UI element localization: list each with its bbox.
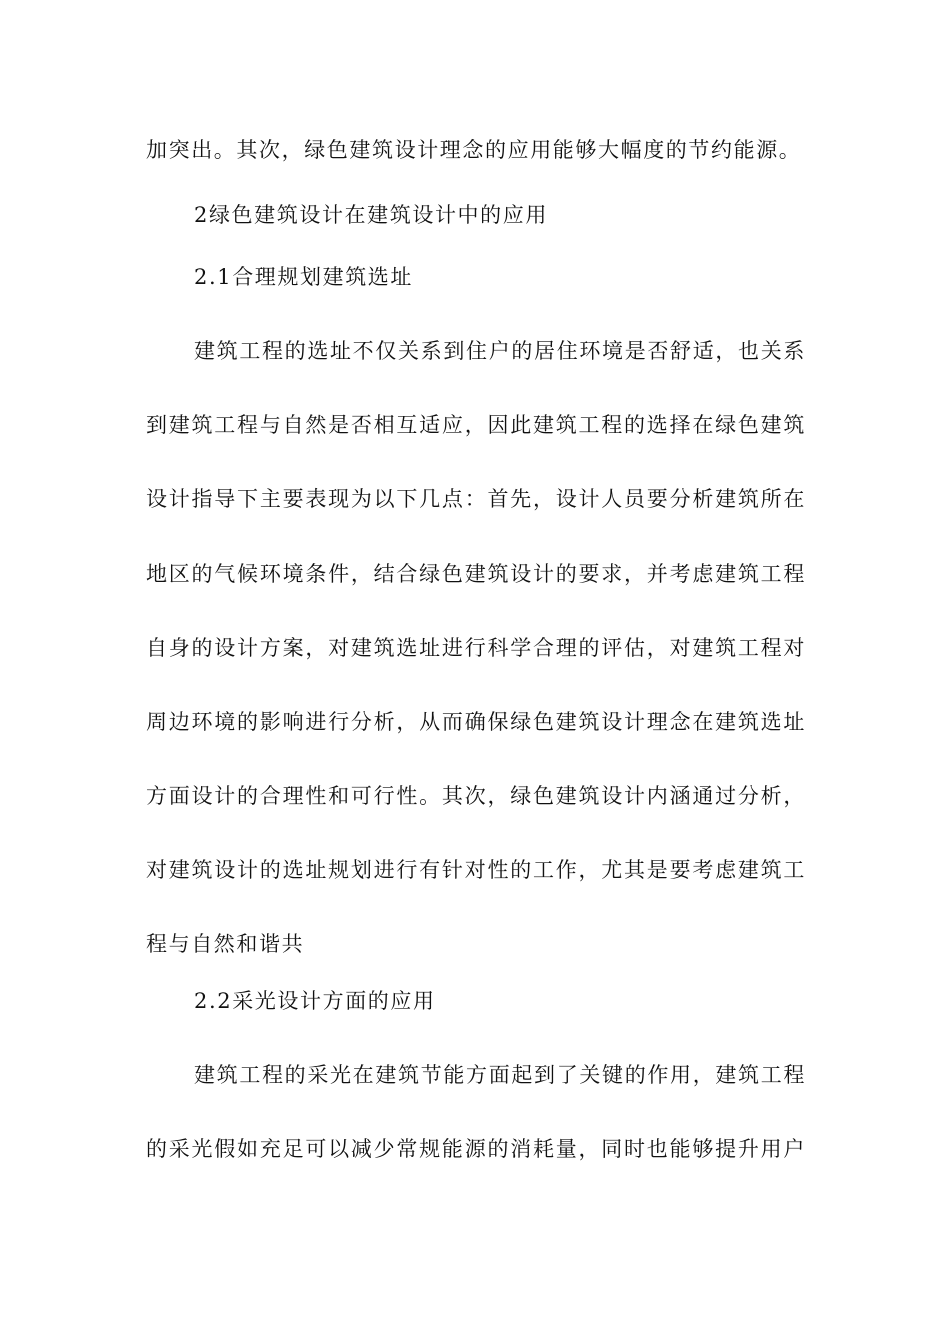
paragraph-line: 加突出。其次，绿色建筑设计理念的应用能够大幅度的节约能源。 — [146, 138, 802, 162]
paragraph-line: 对建筑设计的选址规划进行有针对性的工作，尤其是要考虑建筑工 — [146, 858, 806, 882]
subsection-heading: 2.1合理规划建筑选址 — [194, 265, 413, 289]
paragraph-line: 建筑工程的选址不仅关系到住户的居住环境是否舒适，也关系 — [194, 339, 806, 363]
paragraph-line: 地区的气候环境条件，结合绿色建筑设计的要求，并考虑建筑工程 — [146, 562, 806, 586]
paragraph-line: 建筑工程的采光在建筑节能方面起到了关键的作用，建筑工程 — [194, 1063, 806, 1087]
section-heading: 2绿色建筑设计在建筑设计中的应用 — [194, 203, 548, 227]
paragraph-line: 的采光假如充足可以减少常规能源的消耗量，同时也能够提升用户 — [146, 1137, 806, 1161]
paragraph-line: 方面设计的合理性和可行性。其次，绿色建筑设计内涵通过分析， — [146, 784, 806, 808]
paragraph-line: 设计指导下主要表现为以下几点：首先，设计人员要分析建筑所在 — [146, 487, 806, 511]
paragraph-line: 自身的设计方案，对建筑选址进行科学合理的评估，对建筑工程对 — [146, 636, 806, 660]
paragraph-line: 程与自然和谐共 — [146, 932, 305, 956]
subsection-heading: 2.2采光设计方面的应用 — [194, 989, 436, 1013]
paragraph-line: 到建筑工程与自然是否相互适应，因此建筑工程的选择在绿色建筑 — [146, 413, 806, 437]
paragraph-line: 周边环境的影响进行分析，从而确保绿色建筑设计理念在建筑选址 — [146, 710, 806, 734]
